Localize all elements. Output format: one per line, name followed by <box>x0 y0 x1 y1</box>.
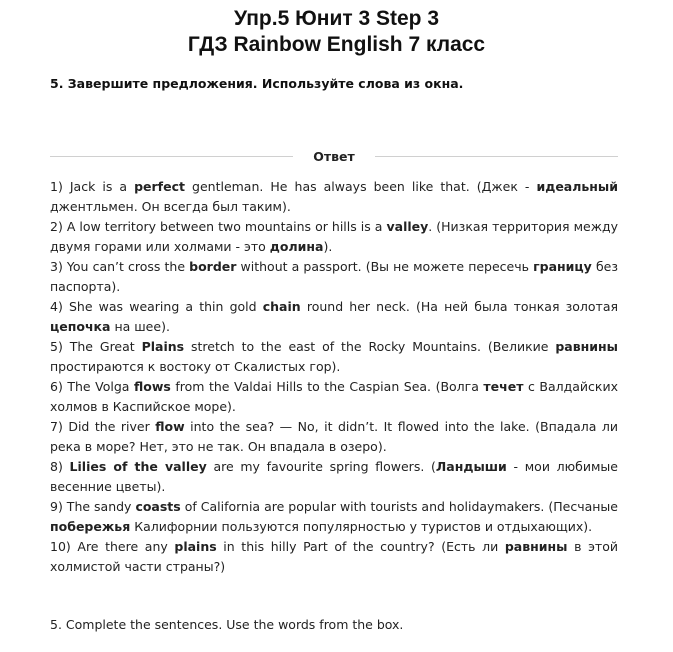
answer-keyword: border <box>189 259 237 274</box>
answer-item <box>50 537 618 577</box>
answer-item <box>50 257 618 297</box>
answer-text: 9) The sandy <box>50 499 136 514</box>
answer-text: from the Valdai Hills to the Caspian Sea. (Волга <box>170 379 484 394</box>
answer-text: without a passport. (Вы не можете пересечь <box>236 259 534 274</box>
answer-text: простираются к востоку от Скалистых гор). <box>50 359 341 374</box>
page-title <box>0 6 673 58</box>
answer-text: 4) She was wearing a thin gold <box>50 299 263 314</box>
answer-keyword: границу <box>533 259 592 274</box>
answer-text: of California are popular with tourists and holidaymakers. (Песчаные <box>180 499 618 514</box>
answer-keyword: valley <box>386 219 429 234</box>
answer-keyword: побережья <box>50 519 131 534</box>
answer-text: в этой холмистой части страны?) <box>50 539 618 574</box>
answer-keyword: Plains <box>141 339 185 354</box>
answer-keyword: идеальный <box>536 179 618 194</box>
answer-text: без паспорта). <box>50 259 618 294</box>
answer-text: Калифорнии пользуются популярностью у туристов и отдыхающих). <box>130 519 593 534</box>
answer-keyword: coasts <box>135 499 181 514</box>
answer-item <box>50 337 618 377</box>
answer-item <box>50 457 618 497</box>
answer-item <box>50 297 618 337</box>
answer-keyword: равнины <box>555 339 618 354</box>
answer-label: Ответ <box>313 148 355 164</box>
answer-text: into the sea? — No, it didn’t. It flowed into the lake. (Впадала ли река в море? Нет, это не так. Он впадала в озеро). <box>50 419 619 454</box>
answer-text: - мои любимые весенние цветы). <box>50 459 618 494</box>
answer-text: are my favourite spring flowers. ( <box>206 459 436 474</box>
answer-text: round her neck. (На ней была тонкая золотая <box>300 299 619 314</box>
answer-item <box>50 497 618 537</box>
answer-text: джентльмен. Он всегда был таким). <box>50 199 291 214</box>
answer-item <box>50 377 618 417</box>
answer-keyword: chain <box>262 299 301 314</box>
answer-text: 5) The Great <box>50 339 142 354</box>
answer-text: gentleman. He has always been like that. (Джек - <box>184 179 537 194</box>
answer-text: 8) <box>50 459 70 474</box>
answer-keyword: течет <box>483 379 524 394</box>
answer-keyword: Ландыши <box>435 459 507 474</box>
answer-text: 2) A low territory between two mountains or hills is a <box>50 219 387 234</box>
answer-text: на шее). <box>110 319 170 334</box>
answer-keyword: flow <box>155 419 185 434</box>
answer-text: . (Низкая территория между двумя горами или холмами - это <box>50 219 618 254</box>
answer-keyword: равнины <box>504 539 568 554</box>
answer-list <box>50 177 618 577</box>
task-english: 5. Complete the sentences. Use the words from the box. <box>50 617 404 632</box>
answer-text: 1) Jack is a <box>50 179 135 194</box>
answer-item <box>50 217 618 257</box>
answer-text: ). <box>323 239 333 254</box>
answer-text: с Валдайских холмов в Каспийское море). <box>50 379 618 414</box>
answer-keyword: flows <box>133 379 171 394</box>
divider-line-left <box>50 156 293 157</box>
answer-item <box>50 417 618 457</box>
answer-item <box>50 177 618 217</box>
answer-divider <box>50 148 618 164</box>
answer-keyword: perfect <box>134 179 185 194</box>
title-line-2: ГДЗ Rainbow English 7 класс <box>187 33 486 56</box>
divider-line-right <box>375 156 618 157</box>
answer-text: stretch to the east of the Rocky Mountains. (Великие <box>184 339 556 354</box>
answer-text: 3) You can’t cross the <box>50 259 190 274</box>
answer-keyword: долина <box>269 239 324 254</box>
answer-text: 10) Are there any <box>50 539 175 554</box>
answer-keyword: цепочка <box>50 319 111 334</box>
answer-keyword: Lilies of the valley <box>69 459 207 474</box>
answer-text: in this hilly Part of the country? (Есть ли <box>216 539 505 554</box>
title-line-1: Упр.5 Юнит 3 Step 3 <box>233 7 440 30</box>
answer-text: 6) The Volga <box>50 379 134 394</box>
task-heading: 5. Завершите предложения. Используйте слова из окна. <box>50 76 464 91</box>
answer-text: 7) Did the river <box>50 419 156 434</box>
answer-keyword: plains <box>174 539 217 554</box>
